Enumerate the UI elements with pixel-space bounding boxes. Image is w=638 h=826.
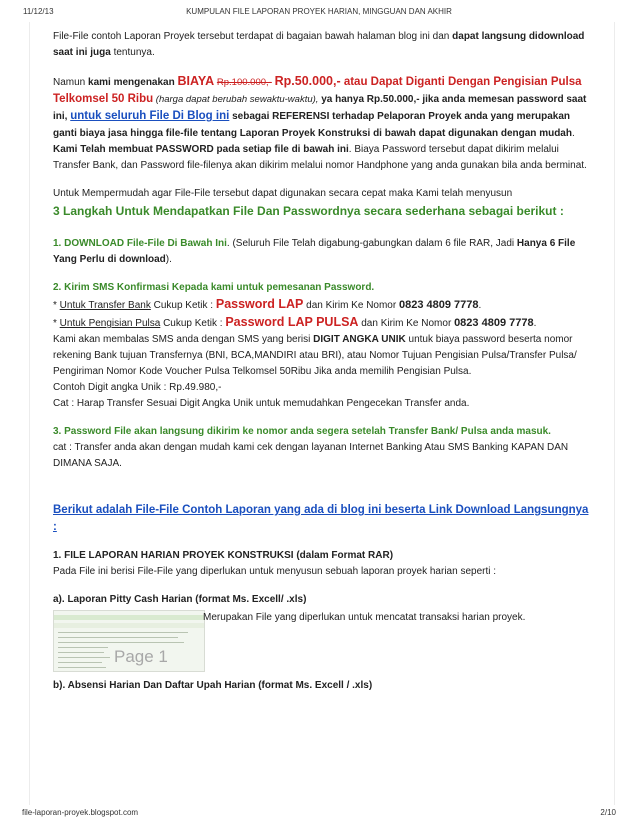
section-1-desc: Pada File ini berisi File-File yang diperlukan untuk menyusun sebuah laporan proyek harian seperti : bbox=[53, 566, 497, 577]
article-body bbox=[53, 29, 593, 694]
item-a-preview bbox=[53, 610, 593, 672]
step-2-pulsa-line: * Untuk Pengisian Pulsa Cukup Ketik : Password LAP PULSA dan Kirim Ke Nomor 0823 4809 7778. bbox=[53, 315, 537, 329]
footer-url: file-laporan-proyek.blogspot.com bbox=[22, 808, 139, 817]
step-2-reply: Kami akan membalas SMS anda dengan SMS yang berisi DIGIT ANGKA UNIK untuk biaya password beserta nomor rekening Bank tujuan Transfernya (BNI, BCA,MANDIRI atau BRI), atau Nomor Tujuan Pengisian Pulsa/Transfer Pulsa/ Pengiriman Nomor Kode Voucher Pulsa Telkomsel 50Ribu Jika anda memilih Pengisian Pulsa. bbox=[53, 334, 577, 377]
header-date: 11/12/13 bbox=[23, 7, 54, 16]
item-a-desc: Merupakan File yang diperlukan untuk mencatat transaksi harian proyek. bbox=[203, 612, 526, 623]
step-2-transfer-line: * Untuk Transfer Bank Cukup Ketik : Password LAP dan Kirim Ke Nomor 0823 4809 7778. bbox=[53, 297, 482, 311]
biaya-label: BIAYA bbox=[177, 74, 215, 88]
step-2-example: Contoh Digit angka Unik : Rp.49.980,- bbox=[53, 382, 222, 393]
steps-intro: Untuk Mempermudah agar File-File tersebut dapat digunakan secara cepat maka Kami telah menyusun bbox=[53, 188, 513, 199]
step-2-note: Cat : Harap Transfer Sesuai Digit Angka Unik untuk memudahkan Pengecekan Transfer anda. bbox=[53, 398, 470, 409]
blog-files-link[interactable]: untuk seluruh File Di Blog ini bbox=[70, 110, 230, 122]
thumbnail-page-label: Page 1 bbox=[114, 647, 168, 666]
section-1-title: 1. FILE LAPORAN HARIAN PROYEK KONSTRUKSI (dalam Format RAR) bbox=[53, 550, 394, 561]
step-2-title: 2. Kirim SMS Konfirmasi Kepada kami untuk pemesanan Password. bbox=[53, 282, 375, 293]
price-paragraph: Namun kami mengenakan BIAYA Rp.100.000,- Rp.50.000,- atau Dapat Diganti Dengan Pengisian Pulsa Telkomsel 50 Ribu (harga dapat berubah sewaktu-waktu), ya hanya Rp.50.000,- jika anda memesan password saat ini, untuk seluruh File Di Blog ini sebagai REFERENSI terhadap Pelaporan Proyek anda yang merupakan ganti biaya jasa hingga file-file tentang Laporan Proyek Konstruksi di bawah dapat digunakan dengan mudah. bbox=[53, 74, 587, 139]
steps-heading: 3 Langkah Untuk Mendapatkan File Dan Passwordnya secara sederhana sebagai berikut : bbox=[53, 204, 564, 218]
item-a-title: a). Laporan Pitty Cash Harian (format Ms. Excell/ .xls) bbox=[53, 594, 307, 605]
spreadsheet-thumbnail[interactable] bbox=[53, 610, 205, 672]
old-price: Rp.100.000,- bbox=[216, 77, 272, 88]
step-3-note: cat : Transfer anda akan dengan mudah kami cek dengan layanan Internet Banking Atau SMS Banking KAPAN DAN DIMANA SAJA. bbox=[53, 442, 569, 469]
page-header bbox=[0, 7, 638, 19]
intro-paragraph: File-File contoh Laporan Proyek tersebut terdapat di bagaian bawah halaman blog ini dan dapat langsung didownload saat ini juga tentunya. bbox=[53, 31, 585, 58]
step-1: 1. DOWNLOAD File-File Di Bawah Ini. (Seluruh File Telah digabung-gabungkan dalam 6 file RAR, Jadi Hanya 6 File Yang Perlu di download). bbox=[53, 238, 576, 265]
download-list-heading: Berikut adalah File-File Contoh Laporan yang ada di blog ini beserta Link Download Langsungnya : bbox=[53, 504, 589, 533]
new-price: Rp.50.000,- bbox=[274, 74, 341, 88]
header-title: KUMPULAN FILE LAPORAN PROYEK HARIAN, MINGGUAN DAN AKHIR bbox=[186, 7, 452, 16]
password-note: Kami Telah membuat PASSWORD pada setiap file di bawah ini. Biaya Password tersebut dapat dikirim melalui Transfer Bank, dan Password file-filenya akan dikirim melalui nomor Handphone yang anda gunakan bila anda berminat. bbox=[53, 144, 587, 171]
item-b-title: b). Absensi Harian Dan Daftar Upah Harian (format Ms. Excell / .xls) bbox=[53, 680, 373, 691]
footer-page: 2/10 bbox=[600, 808, 616, 817]
step-3-title: 3. Password File akan langsung dikirim ke nomor anda segera setelah Transfer Bank/ Pulsa anda masuk. bbox=[53, 426, 551, 437]
